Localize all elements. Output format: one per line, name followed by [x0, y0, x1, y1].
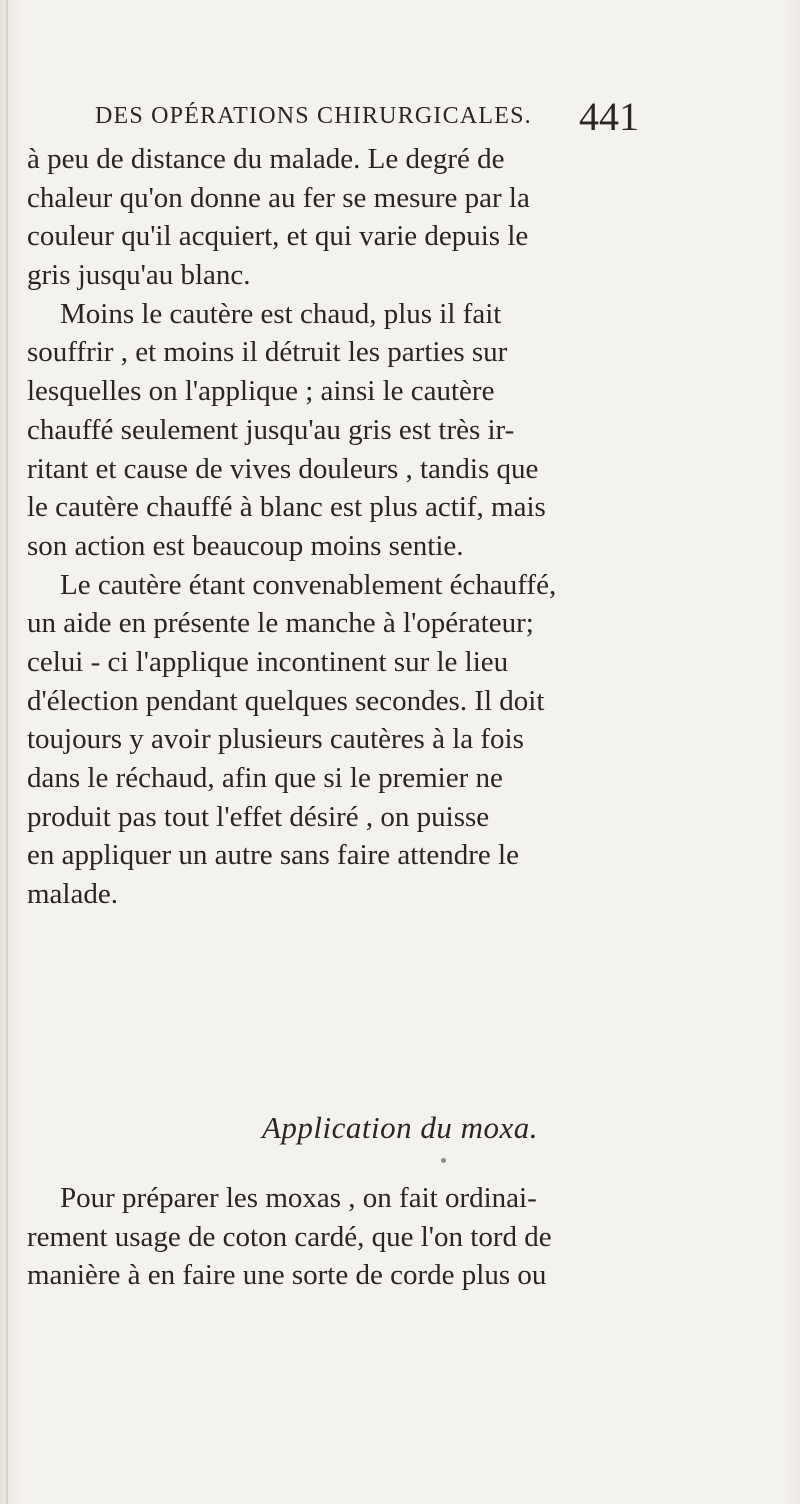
text-line: Pour préparer les moxas , on fait ordinai-: [60, 1182, 537, 1214]
page-number: 441: [579, 94, 639, 139]
text-line: lesquelles on l'applique ; ainsi le cautère: [27, 375, 495, 408]
text-line: manière à en faire une sorte de corde plus ou: [27, 1259, 547, 1292]
text-line: malade.: [27, 878, 118, 911]
paragraph-4: [27, 1179, 787, 1295]
text-line: à peu de distance du malade. Le degré de: [27, 143, 505, 175]
text-line: chaleur qu'on donne au fer se mesure par la: [27, 181, 530, 214]
section-heading: Application du moxa.: [261, 1110, 539, 1145]
text-line: celui - ci l'applique incontinent sur le lieu: [27, 645, 509, 678]
text-line: Le cautère étant convenablement échauffé,: [60, 568, 557, 601]
text-line: ritant et cause de vives douleurs , tandis que: [27, 452, 539, 485]
binding-gutter: [6, 0, 8, 1504]
text-line: son action est beaucoup moins sentie.: [27, 529, 464, 562]
text-line: produit pas tout l'effet désiré , on puisse: [27, 800, 490, 833]
ink-speck: [441, 1158, 446, 1163]
text-line: souffrir , et moins il détruit les parties sur: [27, 336, 508, 369]
text-line: Moins le cautère est chaud, plus il fait: [60, 297, 502, 330]
main-text-continued: [27, 1179, 787, 1295]
page-header: [95, 93, 785, 143]
text-line: en appliquer un autre sans faire attendre le: [27, 839, 519, 872]
paragraph-1: [27, 140, 787, 295]
text-line: couleur qu'il acquiert, et qui varie depuis le: [27, 220, 529, 253]
paragraph-2: [27, 295, 787, 566]
text-line: gris jusqu'au blanc.: [27, 259, 251, 292]
running-head: DES OPÉRATIONS CHIRURGICALES.: [95, 103, 532, 129]
text-line: d'élection pendant quelques secondes. Il doit: [27, 684, 545, 717]
text-line: un aide en présente le manche à l'opérateur;: [27, 607, 534, 640]
text-line: le cautère chauffé à blanc est plus actif, mais: [27, 491, 546, 524]
text-line: rement usage de coton cardé, que l'on tord de: [27, 1220, 552, 1253]
main-text: [27, 140, 787, 914]
text-line: chauffé seulement jusqu'au gris est très ir-: [27, 413, 515, 446]
text-line: dans le réchaud, afin que si le premier ne: [27, 762, 503, 794]
text-line: toujours y avoir plusieurs cautères à la fois: [27, 723, 524, 756]
paragraph-3: [27, 566, 787, 914]
